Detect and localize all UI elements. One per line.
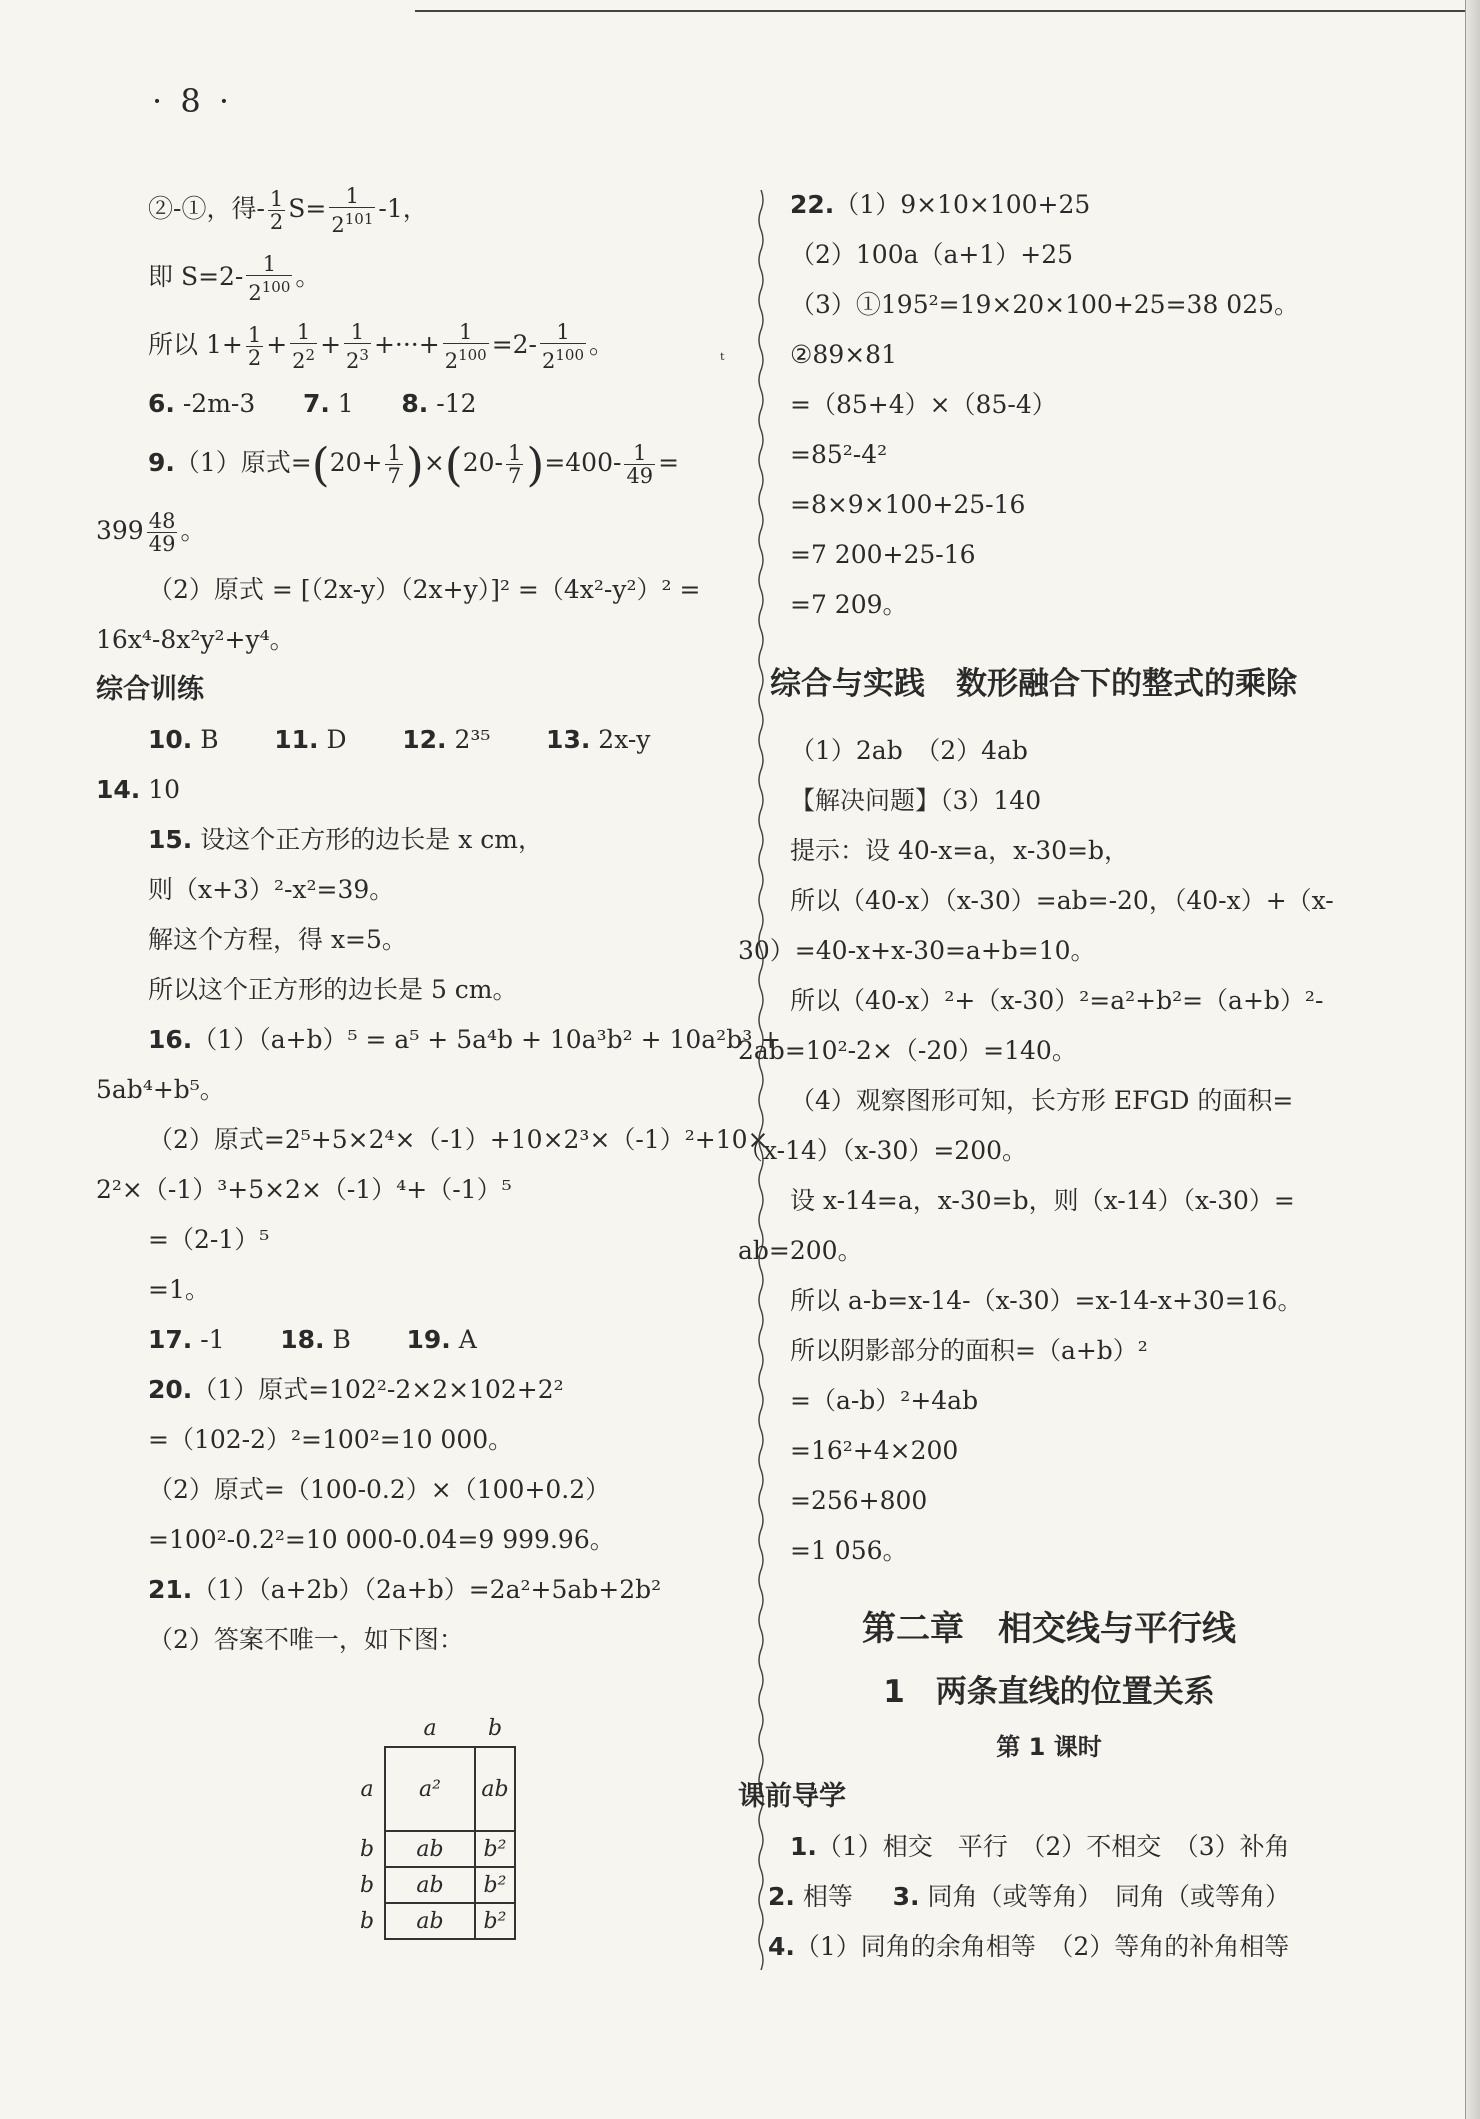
answer-9-part1: 9.（1）原式=(20+ $\frac{1}{7}$ )×(20- $\frac{1}{7}$ )=400- $\frac{1}{49}$ = [148, 437, 680, 492]
answer-20-a: 20.（1）原式=102²-2×2×102+2² [148, 1375, 564, 1404]
answer-16-c: （2）原式=2⁵+5×2⁴×（-1）+10×2³×（-1）²+10× [148, 1125, 769, 1154]
lesson-title: 第 1 课时 [996, 1733, 1102, 1761]
fraction: $\frac{1}{2^{101}}$ [331, 184, 374, 237]
answer-16-b: 5ab⁴+b⁵。 [96, 1075, 225, 1104]
answer-9-part2-cont: 16x⁴-8x²y²+y⁴。 [96, 625, 295, 654]
practice-line: 提示：设 40-x=a，x-30=b， [790, 836, 1130, 865]
practice-line: 【解决问题】（3）140 [790, 786, 1042, 815]
practice-line: 所以 a-b=x-14-（x-30）=x-14-x+30=16。 [790, 1286, 1303, 1315]
answer-15-a: 15. 设这个正方形的边长是 x cm， [148, 825, 543, 854]
practice-line: =（a-b）²+4ab [790, 1386, 979, 1415]
answer-22-d: ②89×81 [790, 340, 897, 369]
answer-21-b: （2）答案不唯一，如下图： [148, 1625, 464, 1654]
table-cell: b² [475, 1831, 515, 1867]
answer-16-a: 16.（1）（a+b）⁵ = a⁵ + 5a⁴b + 10a³b² + 10a²b³ + [148, 1025, 782, 1054]
table-cell: b² [475, 1867, 515, 1903]
table-cell: b² [475, 1903, 515, 1939]
table-cell: ab [385, 1867, 475, 1903]
practice-line: （1）2ab （2）4ab [790, 736, 1028, 765]
practice-line: 设 x-14=a，x-30=b，则（x-14）（x-30）= [790, 1186, 1295, 1215]
section-heading-practice: 综合训练 [96, 674, 204, 705]
practice-title: 综合与实践 数形融合下的整式的乘除 [770, 666, 1297, 702]
answer-22-f: =85²-4² [790, 440, 888, 469]
stray-mark: ᵗ [720, 350, 725, 371]
answer-22-c: （3）①195²=19×20×100+25=38 025。 [790, 290, 1300, 319]
practice-line: =16²+4×200 [790, 1436, 959, 1465]
row-label: b [359, 1872, 375, 1898]
chapter-title: 第二章 相交线与平行线 [862, 1609, 1236, 1649]
answer-9-part2: （2）原式 = [（2x-y）（2x+y）]² =（4x²-y²）² = [148, 575, 701, 604]
answer-16-e: =（2-1）⁵ [148, 1225, 270, 1254]
answer-22-e: =（85+4）×（85-4） [790, 390, 1057, 419]
answer-16-d: 2²×（-1）³+5×2×（-1）⁴+（-1）⁵ [96, 1175, 512, 1204]
answer-1: 1.（1）相交 平行 （2）不相交 （3）补角 [790, 1832, 1290, 1861]
line-s-value: 即 S=2- $\frac{1}{2^{100}}$ 。 [148, 252, 321, 305]
fraction: $\frac{1}{2}$ [269, 187, 284, 234]
table-cell: ab [385, 1831, 475, 1867]
answers-10-13: 10. B 11. D 12. 2³⁵ 13. 2x-y [148, 725, 651, 754]
answer-20-c: （2）原式=（100-0.2）×（100+0.2） [148, 1475, 611, 1504]
practice-line: =1 056。 [790, 1536, 908, 1565]
answer-20-d: =100²-0.2²=10 000-0.04=9 999.96。 [148, 1525, 615, 1554]
answer-9-result: 399 $\frac{48}{49}$ 。 [96, 509, 206, 556]
practice-line: （4）观察图形可知，长方形 EFGD 的面积= [790, 1086, 1294, 1115]
sub-heading-preview: 课前导学 [738, 1781, 846, 1812]
row-label: a [360, 1776, 374, 1802]
col-label-b: b [487, 1715, 503, 1741]
answer-21-a: 21.（1）（a+2b）（2a+b）=2a²+5ab+2b² [148, 1575, 662, 1604]
answer-15-b: 则（x+3）²-x²=39。 [148, 875, 395, 904]
section-title: 1 两条直线的位置关系 [883, 1674, 1215, 1710]
answer-22-a: 22.（1）9×10×100+25 [790, 190, 1091, 219]
answer-22-b: （2）100a（a+1）+25 [790, 240, 1074, 269]
answer-15-c: 解这个方程，得 x=5。 [148, 925, 407, 954]
page-number: · 8 · [152, 82, 234, 120]
answers-6-8: 6. -2m-3 7. 1 8. -12 [148, 389, 477, 418]
answer-14: 14. 10 [96, 775, 181, 804]
practice-line: =256+800 [790, 1486, 928, 1515]
table-cell: ab [385, 1903, 475, 1939]
answer-22-i: =7 209。 [790, 590, 908, 619]
fraction: $\frac{1}{2^{100}}$ [248, 252, 291, 305]
practice-line: （x-14）（x-30）=200。 [738, 1136, 1028, 1165]
page-frame-top [415, 0, 1480, 12]
right-column [738, 180, 1360, 1972]
answers-17-19: 17. -1 18. B 19. A [148, 1325, 477, 1354]
answer-22-h: =7 200+25-16 [790, 540, 976, 569]
practice-line: 所以（40-x）²+（x-30）²=a²+b²=（a+b）²- [790, 986, 1324, 1015]
answer-20-b: =（102-2）²=100²=10 000。 [148, 1425, 514, 1454]
col-label-a: a [423, 1715, 437, 1741]
answers-2-3: 2. 相等 3. 同角（或等角） 同角（或等角） [768, 1882, 1290, 1911]
line-subtract: ②-①，得- $\frac{1}{2}$ S= $\frac{1}{2^{101}}$ -1， [148, 184, 428, 237]
answer-16-f: =1。 [148, 1275, 210, 1304]
line-sum-result: 所以 1+ $\frac{1}{2}$ + $\frac{1}{2^2}$ + $\frac{1}{2^3}$ +···+ $\frac{1}{2^{100}}$ =2- $\frac{1}{2^{100}}$ 。 [148, 320, 615, 373]
practice-line: 30）=40-x+x-30=a+b=10。 [738, 936, 1096, 965]
practice-line: ab=200。 [738, 1236, 863, 1265]
row-label: b [359, 1908, 375, 1934]
area-diagram-table [350, 1710, 516, 1940]
table-cell: a² [385, 1747, 475, 1831]
practice-line: 所以阴影部分的面积=（a+b）² [790, 1336, 1148, 1365]
answer-15-d: 所以这个正方形的边长是 5 cm。 [148, 975, 518, 1004]
practice-line: 2ab=10²-2×（-20）=140。 [738, 1036, 1077, 1065]
table-cell: ab [475, 1747, 515, 1831]
page-frame-right [1465, 0, 1480, 2119]
answer-4: 4.（1）同角的余角相等 （2）等角的补角相等 [768, 1932, 1290, 1961]
practice-line: 所以（40-x）（x-30）=ab=-20，（40-x）+（x- [790, 886, 1334, 915]
answer-22-g: =8×9×100+25-16 [790, 490, 1026, 519]
row-label: b [359, 1836, 375, 1862]
left-column [96, 175, 782, 1665]
